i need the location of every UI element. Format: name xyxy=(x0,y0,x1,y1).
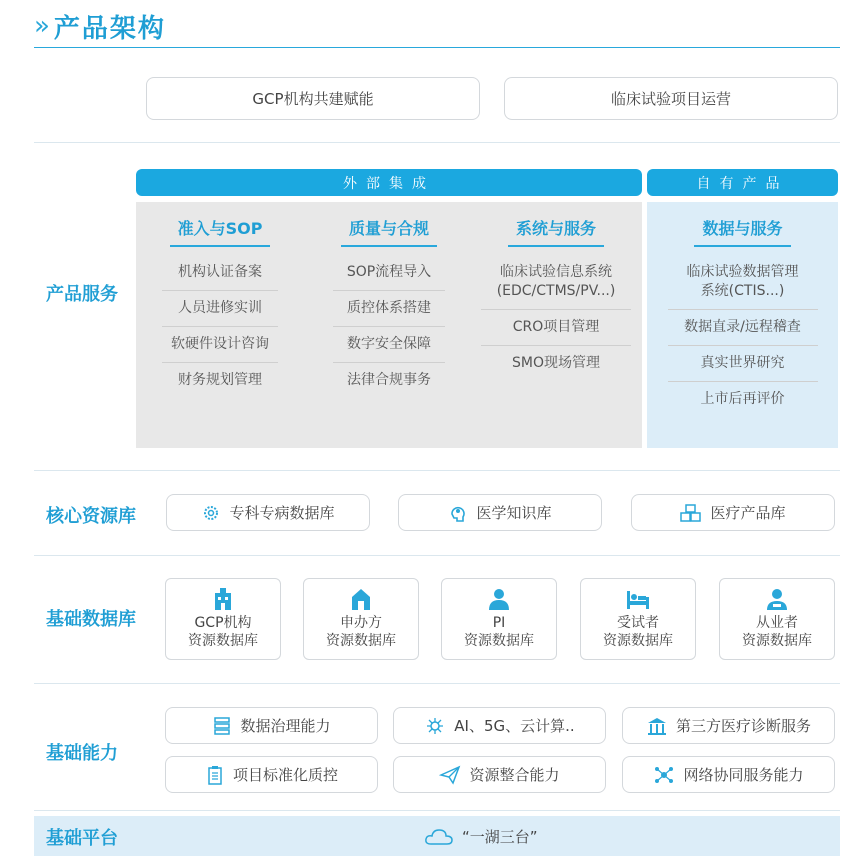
column-heading: 数据与服务 xyxy=(694,216,790,247)
list-item: 数据直录/远程稽查 xyxy=(668,310,818,346)
platform-content xyxy=(424,826,538,847)
list-item: 质控体系搭建 xyxy=(333,291,445,327)
pill-label: 专科专病数据库 xyxy=(229,504,335,522)
divider xyxy=(34,683,840,684)
pill-label: GCP机构共建赋能 xyxy=(252,90,374,108)
sponsor-db-card xyxy=(303,578,419,660)
list-item: 人员进修实训 xyxy=(162,291,278,327)
list-item: 财务规划管理 xyxy=(178,372,262,388)
list-item: 临床试验信息系统 (EDC/CTMS/PV...) xyxy=(481,255,631,310)
divider xyxy=(34,142,840,143)
card-title: GCP机构 xyxy=(194,615,252,631)
card-subtitle: 资源数据库 xyxy=(603,633,673,649)
list-item: 上市后再评价 xyxy=(700,391,785,407)
card-title: PI xyxy=(492,615,506,631)
list-item: 数字安全保障 xyxy=(333,327,445,363)
list-item: CRO项目管理 xyxy=(481,310,631,346)
own-panel xyxy=(647,202,838,448)
house-icon xyxy=(346,587,376,611)
pill-label: 医疗产品库 xyxy=(710,504,786,522)
base-capability-label: 基础能力 xyxy=(46,743,118,764)
resource-integration-pill xyxy=(393,756,606,793)
own-products-bar: 自有产品 xyxy=(647,169,838,196)
server-icon xyxy=(212,716,232,736)
network-icon xyxy=(424,716,446,736)
third-party-diagnosis-pill xyxy=(622,707,835,744)
title-divider xyxy=(34,47,840,48)
data-governance-pill xyxy=(165,707,378,744)
card-subtitle: 资源数据库 xyxy=(742,633,812,649)
person-icon xyxy=(762,587,792,611)
pill-label: 第三方医疗诊断服务 xyxy=(675,717,811,735)
cloud-icon xyxy=(424,828,454,846)
gcp-institution-db-card xyxy=(165,578,281,660)
card-title: 申办方 xyxy=(340,615,382,631)
list-item: SMO现场管理 xyxy=(512,355,600,371)
pill-label: AI、5G、云计算.. xyxy=(454,717,575,735)
practitioner-db-card xyxy=(719,578,835,660)
list-item: 机构认证备案 xyxy=(162,255,278,291)
base-platform-label: 基础平台 xyxy=(46,828,118,849)
list-item: 法律合规事务 xyxy=(347,372,431,388)
pill-label: 资源整合能力 xyxy=(469,766,560,784)
list-item: 真实世界研究 xyxy=(668,346,818,382)
trial-operation-pill xyxy=(504,77,838,120)
column-heading: 系统与服务 xyxy=(508,216,604,247)
card-subtitle: 资源数据库 xyxy=(464,633,534,649)
subject-db-card xyxy=(580,578,696,660)
doctor-icon xyxy=(484,587,514,611)
column-quality-compliance xyxy=(306,216,472,398)
core-library-label: 核心资源库 xyxy=(46,506,136,527)
pill-label: 数据治理能力 xyxy=(240,717,331,735)
paper-plane-icon xyxy=(439,765,461,785)
card-subtitle: 资源数据库 xyxy=(326,633,396,649)
specialty-database-pill xyxy=(166,494,370,531)
project-qc-pill xyxy=(165,756,378,793)
pi-db-card xyxy=(441,578,557,660)
column-access-sop xyxy=(136,216,304,398)
column-system-service xyxy=(472,216,640,381)
card-title: 从业者 xyxy=(756,615,798,631)
base-database-label: 基础数据库 xyxy=(46,609,136,630)
divider xyxy=(34,810,840,811)
divider xyxy=(34,470,840,471)
list-item: 软硬件设计咨询 xyxy=(162,327,278,363)
platform-text: “一湖三台” xyxy=(462,828,538,846)
column-heading: 准入与SOP xyxy=(170,216,271,247)
page-title: 产品架构 xyxy=(53,13,166,44)
card-subtitle: 资源数据库 xyxy=(188,633,258,649)
hospital-icon xyxy=(208,587,238,611)
column-heading: 质量与合规 xyxy=(341,216,437,247)
nodes-icon xyxy=(653,765,675,785)
external-integration-bar: 外部集成 xyxy=(136,169,642,196)
column-data-service xyxy=(647,216,838,417)
pill-label: 项目标准化质控 xyxy=(232,766,338,784)
brain-icon xyxy=(448,503,468,523)
list-item: 临床试验数据管理 系统(CTIS...) xyxy=(668,255,818,310)
double-chevron-icon: » xyxy=(34,11,44,41)
building-icon xyxy=(646,716,668,736)
medical-knowledge-pill xyxy=(398,494,602,531)
divider xyxy=(34,555,840,556)
bed-icon xyxy=(623,587,653,611)
external-panel xyxy=(136,202,642,448)
network-collaboration-pill xyxy=(622,756,835,793)
boxes-icon xyxy=(680,503,702,523)
pill-label: 网络协同服务能力 xyxy=(683,766,804,784)
clipboard-icon xyxy=(205,765,225,785)
pill-label: 临床试验项目运营 xyxy=(610,90,731,108)
pill-label: 医学知识库 xyxy=(476,504,552,522)
ai-5g-cloud-pill xyxy=(393,707,606,744)
product-services-label: 产品服务 xyxy=(46,284,118,305)
medical-product-pill xyxy=(631,494,835,531)
section-header xyxy=(34,6,166,46)
gear-icon xyxy=(201,503,221,523)
list-item: SOP流程导入 xyxy=(333,255,445,291)
gcp-co-build-pill xyxy=(146,77,480,120)
card-title: 受试者 xyxy=(617,615,659,631)
base-platform-row xyxy=(34,816,840,856)
